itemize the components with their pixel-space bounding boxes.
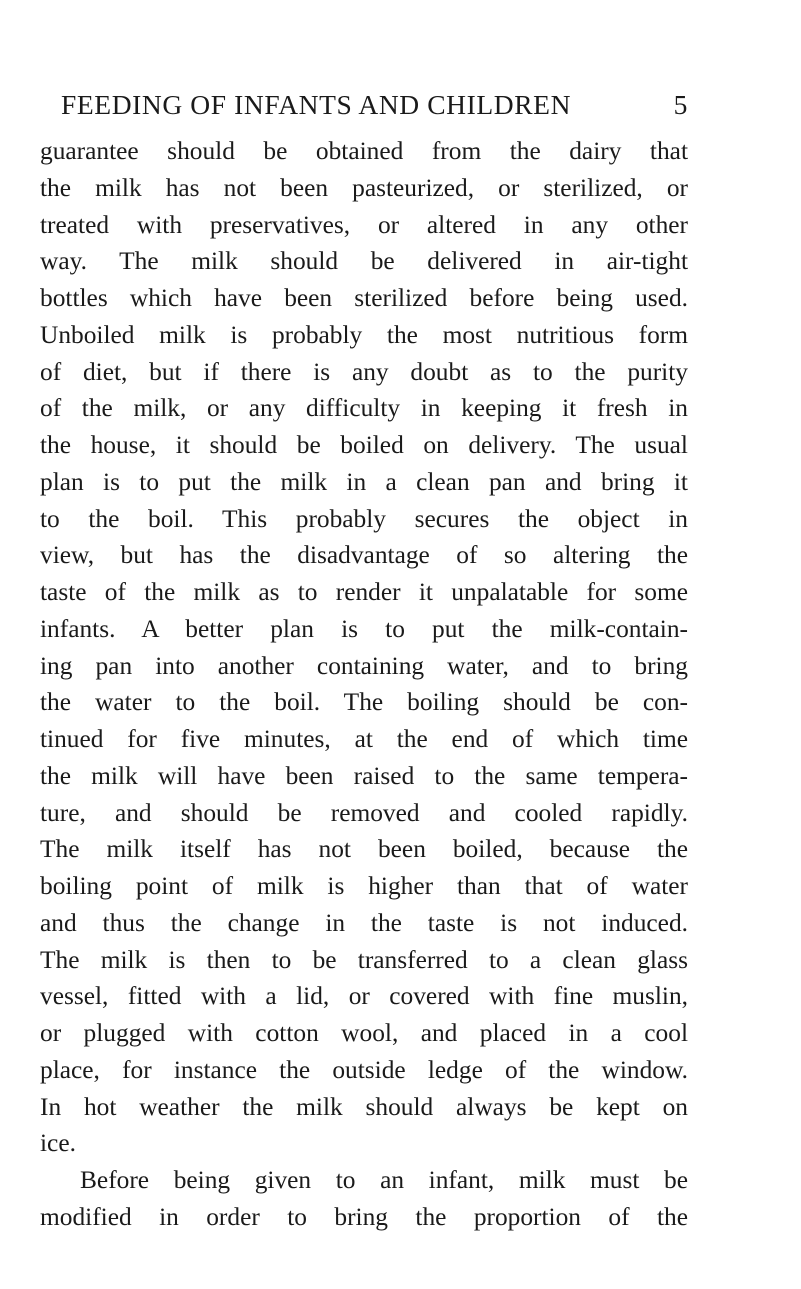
text-line: view, but has the disadvantage of so altering the [40,541,688,570]
text-line: the milk has not been pasteurized, or sterilized, or [40,173,688,202]
page-number: 5 [673,89,688,120]
text-line: bottles which have been sterilized before being used. [40,284,688,312]
running-head-title: FEEDING OF INFANTS AND CHILDREN [61,89,572,120]
paragraph-end-line: ice. [40,1129,76,1158]
book-page [40,88,688,1236]
text-line: the water to the boil. The boiling should be con- [40,688,688,717]
text-line: tinued for five minutes, at the end of which time [40,725,688,753]
text-line: boiling point of milk is higher than that of water [40,872,688,900]
text-line: and thus the change in the taste is not induced. [40,908,688,937]
text-line: treated with preservatives, or altered in any other [40,210,688,239]
text-line: ture, and should be removed and cooled rapidly. [40,798,688,827]
text-line: of the milk, or any difficulty in keeping it fresh in [40,394,688,423]
text-line: The milk is then to be transferred to a clean glass [40,945,688,974]
text-line: guarantee should be obtained from the dairy that [40,137,688,165]
text-line: infants. A better plan is to put the milk-contain- [40,614,688,643]
text-line: vessel, fitted with a lid, or covered with fine muslin, [40,982,688,1011]
paragraph-start-line: Before being given to an infant, milk must be [80,1166,688,1194]
text-line: ing pan into another containing water, and to bring [40,651,688,680]
text-line: modified in order to bring the proportion of the [40,1202,688,1231]
text-line: plan is to put the milk in a clean pan and bring it [40,467,688,496]
text-line: the milk will have been raised to the same tempera- [40,761,688,790]
text-line: to the boil. This probably secures the object in [40,504,688,533]
text-line: The milk itself has not been boiled, because the [40,835,688,864]
text-line: place, for instance the outside ledge of the window. [40,1055,688,1084]
text-line: the house, it should be boiled on delivery. The usual [40,431,688,459]
text-line: way. The milk should be delivered in air-tight [40,247,688,276]
text-line: or plugged with cotton wool, and placed in a cool [40,1019,688,1047]
text-line: Unboiled milk is probably the most nutritious form [40,320,688,349]
running-head [40,88,688,122]
text-line: In hot weather the milk should always be kept on [40,1092,688,1121]
body-text [40,133,688,1236]
text-line: taste of the milk as to render it unpalatable for some [40,578,688,606]
text-line: of diet, but if there is any doubt as to the purity [40,357,688,386]
